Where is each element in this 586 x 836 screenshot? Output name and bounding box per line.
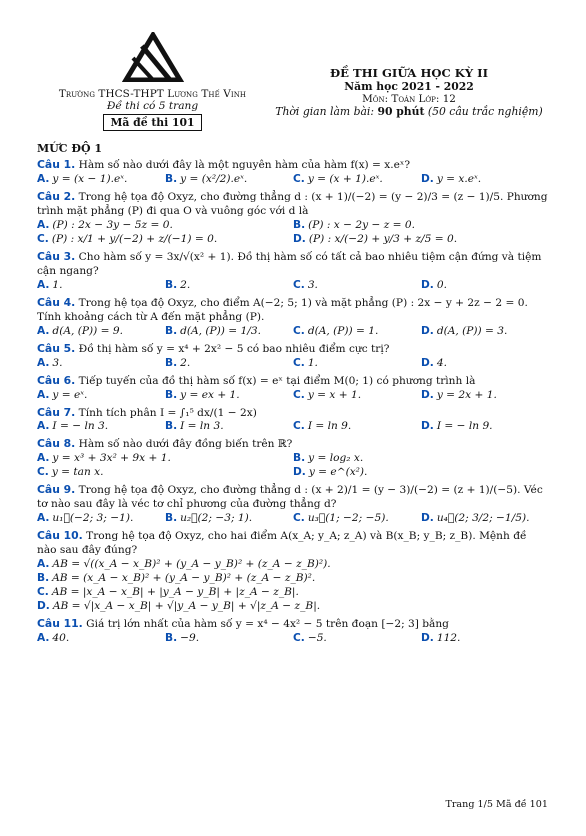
question-list (37, 142, 549, 646)
option-label: D. (37, 600, 50, 613)
option-text: u₁⃗(−2; 3; −1). (52, 512, 134, 525)
answer-option[interactable] (37, 389, 165, 403)
duration-value: 90 phút (377, 105, 425, 118)
duration-note: (50 câu trắc nghiệm) (427, 105, 543, 118)
option-label: B. (165, 324, 178, 337)
question-text: Giá trị lớn nhất của hàm số y = x⁴ − 4x² − 5 trên đoạn [−2; 3] bằng (86, 618, 449, 631)
answer-option[interactable] (37, 558, 549, 572)
option-label: C. (37, 586, 49, 599)
option-text: −5. (307, 632, 327, 645)
question-text: Cho hàm số y = 3x/√(x² + 1). Đồ thị hàm số có tất cả bao nhiêu tiệm cận đứng và tiệm cận ngang? (37, 250, 542, 277)
subject-line: Môn: Toán Lớp: 12 (362, 93, 456, 105)
option-label: B. (165, 356, 178, 369)
question-block (37, 342, 549, 371)
option-text: (P) : x/(−2) + y/3 + z/5 = 0. (308, 232, 458, 245)
option-label: B. (165, 278, 178, 291)
question-number: Câu 8. (37, 437, 76, 451)
answer-option[interactable] (37, 512, 165, 526)
answer-option[interactable] (421, 325, 549, 339)
option-text: AB = √|x_A − x_B| + √|y_A − y_B| + √|z_A − z_B|. (52, 600, 321, 613)
answer-option[interactable] (421, 632, 549, 646)
option-text: u₃⃗(1; −2; −5). (307, 512, 389, 525)
header-right (262, 66, 556, 118)
option-label: C. (293, 324, 305, 337)
option-label: A. (37, 278, 50, 291)
option-label: B. (165, 388, 178, 401)
option-label: A. (37, 172, 50, 185)
option-label: B. (37, 572, 50, 585)
option-label: D. (421, 512, 434, 525)
option-label: C. (293, 512, 305, 525)
answer-option[interactable] (37, 233, 293, 247)
page-footer: Trang 1/5 Mã đề 101 (445, 799, 548, 810)
answer-option[interactable] (165, 420, 293, 434)
answer-options (37, 279, 549, 293)
question-number: Câu 2. (37, 189, 76, 203)
question-number: Câu 7. (37, 405, 76, 419)
option-text: 0. (436, 278, 447, 291)
question-block (37, 406, 549, 435)
duration-line (262, 105, 556, 118)
level-title: MỨC ĐỘ 1 (37, 142, 103, 155)
option-text: y = (x − 1).eˣ. (52, 172, 128, 185)
option-text: 112. (436, 632, 461, 645)
answer-option[interactable] (421, 357, 549, 371)
question-number: Câu 6. (37, 373, 76, 387)
option-text: y = 2x + 1. (436, 388, 497, 401)
school-name: Trường THCS-THPT Lương Thế Vinh (58, 88, 247, 100)
pages-note: Đề thi có 5 trang (106, 100, 199, 112)
answer-option[interactable] (293, 389, 421, 403)
question-text: Hàm số nào dưới đây là một nguyên hàm của hàm f(x) = x.eˣ? (78, 159, 411, 171)
question-text: Đồ thị hàm số y = x⁴ + 2x² − 5 có bao nhiêu điểm cực trị? (78, 342, 390, 355)
option-label: A. (37, 420, 50, 433)
option-label: D. (421, 388, 434, 401)
option-label: A. (37, 324, 50, 337)
option-text: 1. (52, 278, 63, 291)
answer-option[interactable] (293, 357, 421, 371)
option-text: AB = |x_A − x_B| + |y_A − y_B| + |z_A − z_B|. (51, 586, 299, 599)
option-text: y = x.eˣ. (436, 172, 482, 185)
answer-options (37, 357, 549, 371)
question-stem (37, 250, 549, 279)
answer-option[interactable] (37, 219, 293, 233)
answer-option[interactable] (165, 632, 293, 646)
answer-option[interactable] (165, 357, 293, 371)
school-logo-icon (122, 32, 184, 82)
school-year: Năm học 2021 - 2022 (344, 80, 474, 93)
answer-option[interactable] (165, 173, 293, 187)
answer-option[interactable] (37, 572, 549, 586)
option-label: C. (293, 278, 305, 291)
answer-option[interactable] (165, 389, 293, 403)
answer-options (37, 173, 549, 187)
question-text: Trong hệ tọa độ Oxyz, cho đường thẳng d : (x + 2)/1 = (y − 3)/(−2) = (z + 1)/(−5). Véc tơ nào sau đây là véc tơ chỉ phương của đường thẳng d? (37, 484, 543, 511)
option-text: 3. (307, 278, 318, 291)
question-number: Câu 5. (37, 341, 76, 355)
question-block (37, 529, 549, 614)
option-label: D. (421, 278, 434, 291)
answer-option[interactable] (421, 420, 549, 434)
option-text: 3. (52, 356, 63, 369)
option-label: C. (293, 172, 305, 185)
answer-option[interactable] (293, 452, 549, 466)
option-text: y = e^(x²). (308, 466, 368, 479)
option-text: y = x + 1. (307, 388, 362, 401)
option-label: A. (37, 558, 50, 571)
answer-option[interactable] (165, 325, 293, 339)
option-text: 40. (52, 632, 70, 645)
option-text: −9. (180, 632, 200, 645)
question-stem (37, 296, 549, 325)
exam-title: ĐỀ THI GIỮA HỌC KỲ II (329, 66, 489, 80)
answer-option[interactable] (37, 279, 165, 293)
option-label: A. (37, 388, 50, 401)
option-text: d(A, (P)) = 1/3. (180, 324, 261, 337)
option-text: 4. (436, 356, 447, 369)
option-text: I = − ln 3. (52, 420, 109, 433)
option-label: B. (293, 218, 306, 231)
option-label: C. (37, 232, 49, 245)
answer-options (37, 632, 549, 646)
question-block (37, 296, 549, 339)
question-block (37, 483, 549, 526)
option-text: 1. (307, 356, 318, 369)
answer-options (37, 389, 549, 403)
question-stem (37, 374, 549, 389)
question-stem (37, 158, 549, 173)
option-text: AB = (x_A − x_B)² + (y_A − y_B)² + (z_A − z_B)². (52, 572, 316, 585)
option-text: y = ex + 1. (180, 388, 240, 401)
option-label: B. (293, 452, 306, 465)
option-label: D. (421, 420, 434, 433)
option-label: A. (37, 512, 50, 525)
duration-label: Thời gian làm bài: (275, 105, 375, 118)
question-text: Tính tích phân I = ∫₁⁵ dx/(1 − 2x) (78, 406, 257, 419)
question-block (37, 250, 549, 293)
option-text: y = (x + 1).eˣ. (307, 172, 383, 185)
answer-option[interactable] (421, 173, 549, 187)
answer-option[interactable] (293, 233, 549, 247)
question-stem (37, 190, 549, 219)
answer-option[interactable] (37, 466, 293, 480)
option-label: A. (37, 452, 50, 465)
option-label: C. (37, 466, 49, 479)
option-label: D. (293, 466, 306, 479)
question-text: Trong hệ tọa độ Oxyz, cho hai điểm A(x_A; y_A; z_A) và B(x_B; y_B; z_B). Mệnh đề nào sau đây đúng? (37, 530, 527, 557)
question-number: Câu 1. (37, 158, 76, 171)
question-block (37, 437, 549, 480)
question-number: Câu 9. (37, 483, 76, 497)
question-number: Câu 10. (37, 529, 83, 543)
question-block (37, 617, 549, 646)
answer-option[interactable] (165, 512, 293, 526)
question-block (37, 158, 549, 187)
option-label: C. (293, 388, 305, 401)
answer-options (37, 512, 549, 526)
answer-option[interactable] (165, 279, 293, 293)
option-text: (P) : x − 2y − z = 0. (308, 218, 416, 231)
question-stem (37, 406, 549, 421)
question-number: Câu 4. (37, 295, 76, 309)
option-text: 2. (180, 278, 191, 291)
answer-option[interactable] (37, 600, 549, 614)
answer-options (37, 325, 549, 339)
answer-option[interactable] (421, 512, 549, 526)
answer-option[interactable] (293, 420, 421, 434)
option-text: d(A, (P)) = 9. (52, 324, 123, 337)
questions-container (37, 158, 549, 646)
answer-option[interactable] (293, 279, 421, 293)
option-text: 2. (180, 356, 191, 369)
option-label: D. (421, 172, 434, 185)
answer-option[interactable] (37, 173, 165, 187)
option-text: I = ln 3. (180, 420, 224, 433)
answer-option[interactable] (37, 586, 549, 600)
answer-option[interactable] (293, 173, 421, 187)
option-text: y = log₂ x. (308, 452, 364, 465)
option-text: y = eˣ. (52, 388, 88, 401)
option-text: (P) : x/1 + y/(−2) + z/(−1) = 0. (51, 232, 218, 245)
question-text: Hàm số nào dưới đây đồng biến trên ℝ? (78, 438, 293, 451)
option-label: D. (421, 356, 434, 369)
option-text: I = − ln 9. (436, 420, 493, 433)
question-text: Tiếp tuyến của đồ thị hàm số f(x) = eˣ tại điểm M(0; 1) có phương trình là (78, 374, 476, 387)
answer-option[interactable] (293, 632, 421, 646)
option-text: AB = √((x_A − x_B)² + (y_A − y_B)² + (z_A − z_B)²). (52, 558, 331, 571)
option-text: y = x³ + 3x² + 9x + 1. (52, 452, 171, 465)
question-block (37, 190, 549, 247)
answer-option[interactable] (421, 389, 549, 403)
answer-option[interactable] (37, 632, 165, 646)
answer-option[interactable] (37, 452, 293, 466)
option-text: (P) : 2x − 3y − 5z = 0. (52, 218, 173, 231)
question-number: Câu 3. (37, 249, 76, 263)
option-text: I = ln 9. (307, 420, 352, 433)
question-number: Câu 11. (37, 617, 83, 631)
option-label: D. (293, 232, 306, 245)
question-text: Trong hệ tọa độ Oxyz, cho điểm A(−2; 5; 1) và mặt phẳng (P) : 2x − y + 2z − 2 = 0. Tính khoảng cách từ A đến mặt phẳng (P). (37, 296, 528, 323)
option-label: A. (37, 218, 50, 231)
question-stem (37, 437, 549, 452)
answer-option[interactable] (293, 219, 549, 233)
answer-option[interactable] (293, 466, 549, 480)
option-text: d(A, (P)) = 3. (436, 324, 508, 337)
question-stem (37, 342, 549, 357)
answer-options (37, 452, 549, 480)
answer-option[interactable] (293, 512, 421, 526)
option-text: y = (x²/2).eˣ. (180, 172, 248, 185)
answer-options (37, 558, 549, 614)
question-stem (37, 529, 549, 558)
option-text: u₄⃗(2; 3/2; −1/5). (436, 512, 530, 525)
option-label: A. (37, 356, 50, 369)
option-label: A. (37, 632, 50, 645)
answer-option[interactable] (421, 279, 549, 293)
answer-option[interactable] (37, 325, 165, 339)
option-label: C. (293, 632, 305, 645)
option-label: C. (293, 420, 305, 433)
question-stem (37, 617, 549, 632)
question-text: Trong hệ tọa độ Oxyz, cho đường thẳng d : (x + 1)/(−2) = (y − 2)/3 = (z − 1)/5. Phương trình mặt phẳng (P) đi qua O và vuông góc với d là (37, 190, 548, 217)
option-label: C. (293, 356, 305, 369)
exam-code-box: Mã đề thi 101 (103, 114, 201, 131)
option-text: u₂⃗(2; −3; 1). (180, 512, 253, 525)
answer-option[interactable] (37, 357, 165, 371)
option-label: B. (165, 632, 178, 645)
option-text: d(A, (P)) = 1. (307, 324, 379, 337)
option-label: D. (421, 632, 434, 645)
answer-options (37, 219, 549, 247)
answer-option[interactable] (293, 325, 421, 339)
option-label: B. (165, 512, 178, 525)
question-block (37, 374, 549, 403)
answer-option[interactable] (37, 420, 165, 434)
header-left (30, 32, 275, 131)
question-stem (37, 483, 549, 512)
option-label: D. (421, 324, 434, 337)
option-label: B. (165, 172, 178, 185)
option-label: B. (165, 420, 178, 433)
answer-options (37, 420, 549, 434)
option-text: y = tan x. (51, 466, 104, 479)
